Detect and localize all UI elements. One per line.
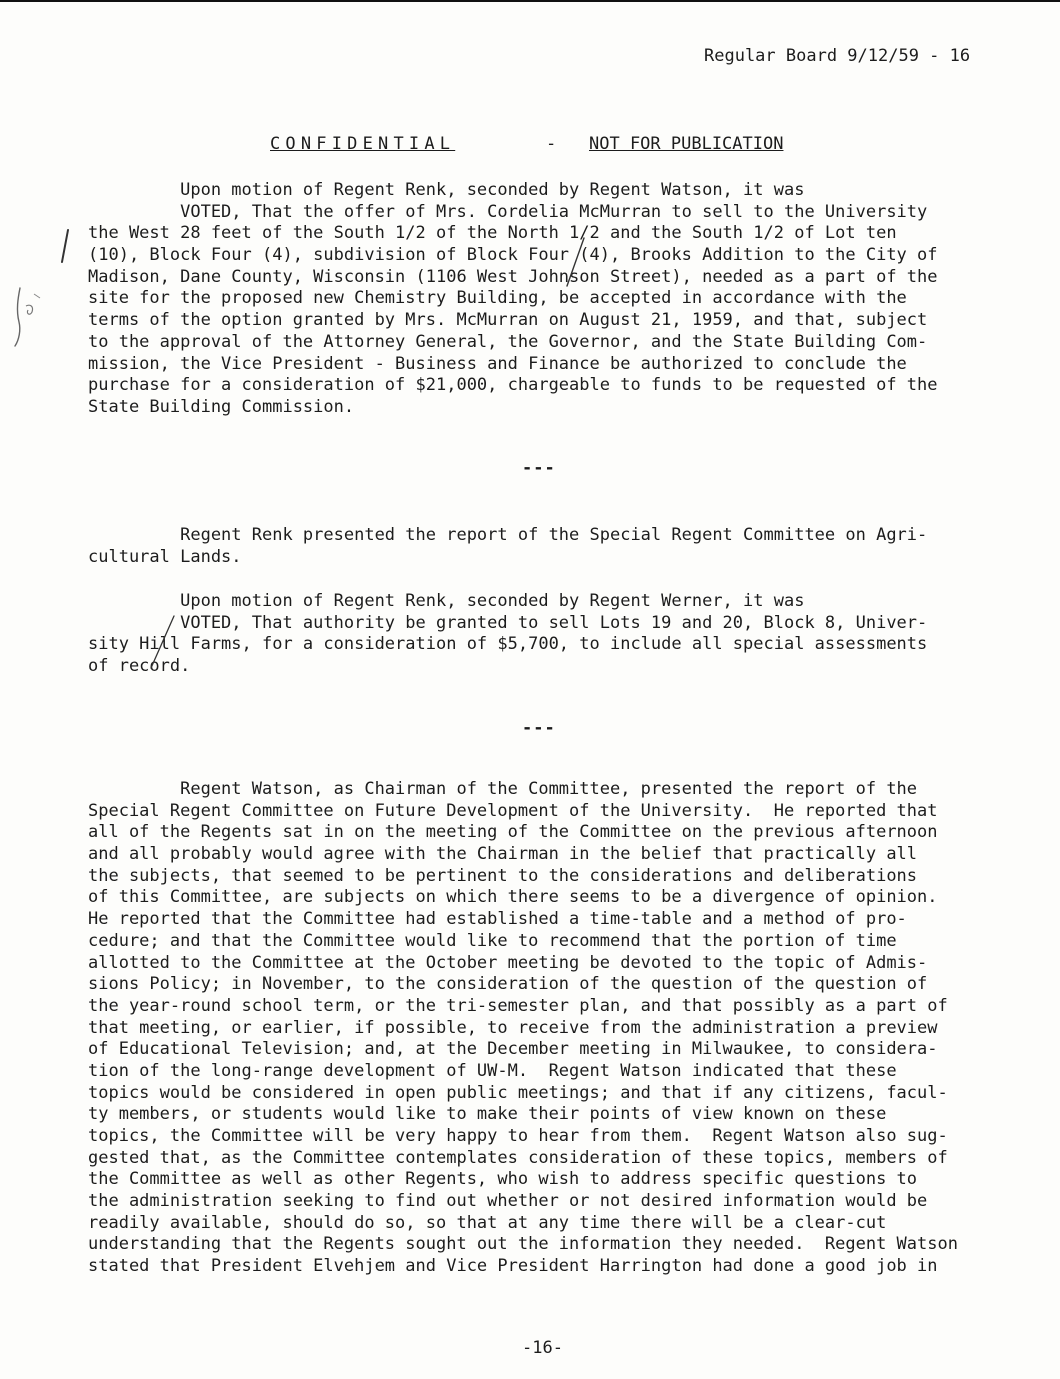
text-line: Upon motion of Regent Renk, seconded by Regent Werner, it was <box>88 591 805 611</box>
confidential-label: CONFIDENTIAL <box>270 134 456 154</box>
check-slash-mark <box>146 612 180 672</box>
section-separator: --- <box>522 718 556 738</box>
text-line: (10), Block Four (4), subdivision of Block Four (4), Brooks Addition to the City of <box>88 245 938 266</box>
text-line: sions Policy; in November, to the consideration of the question of the question of <box>88 974 928 995</box>
text-line: of this Committee, are subjects on which there seems to be a divergence of opinion. <box>88 887 938 908</box>
text-line: the West 28 feet of the South 1/2 of the North 1/2 and the South 1/2 of Lot ten <box>88 223 897 244</box>
text-line: gested that, as the Committee contemplates consideration of these topics, members of <box>88 1147 948 1168</box>
check-slash-mark <box>564 234 588 290</box>
text-line: site for the proposed new Chemistry Building, be accepted in accordance with the <box>88 288 907 309</box>
section-separator: --- <box>522 458 556 478</box>
text-line: Regent Watson, as Chairman of the Committee, presented the report of the <box>88 779 918 799</box>
paragraph-agricultural-report <box>88 525 998 568</box>
text-line: stated that President Elvehjem and Vice President Harrington had done a good job in <box>88 1256 938 1277</box>
paragraph-agricultural-vote <box>88 591 998 678</box>
text-line: Madison, Dane County, Wisconsin (1106 West Johnson Street), needed as a part of the <box>88 266 938 287</box>
text-line: readily available, should do so, so that at any time there will be a clear-cut <box>88 1212 887 1233</box>
margin-tick-mark <box>58 228 72 264</box>
text-line: mission, the Vice President - Business and Finance be authorized to conclude the <box>88 353 907 374</box>
paragraph-chemistry-purchase <box>88 180 998 419</box>
text-line: of record. <box>88 656 191 677</box>
text-line: topics, the Committee will be very happy to hear from them. Regent Watson also sug- <box>88 1126 948 1146</box>
text-line: Upon motion of Regent Renk, seconded by Regent Watson, it was <box>88 180 805 200</box>
text-line: ty members, or students would like to make their points of view known on these <box>88 1104 887 1125</box>
not-for-publication-label: NOT FOR PUBLICATION <box>589 134 784 154</box>
text-line: VOTED, That authority be granted to sell Lots 19 and 20, Block 8, Univer- <box>88 612 928 633</box>
paragraph-future-development <box>88 779 998 1278</box>
text-line: the Committee as well as other Regents, who wish to address specific questions to <box>88 1169 918 1190</box>
text-line: of Educational Television; and, at the December meeting in Milwaukee, to considera- <box>88 1039 938 1060</box>
text-line: that meeting, or earlier, if possible, to receive from the administration a preview <box>88 1017 938 1038</box>
text-line: allotted to the Committee at the October meeting be devoted to the topic of Admis- <box>88 952 928 973</box>
text-line: topics would be considered in open public meetings; and that if any citizens, facul- <box>88 1082 948 1103</box>
page-number: -16- <box>522 1338 563 1358</box>
text-line: the administration seeking to find out whether or not desired information would be <box>88 1191 928 1212</box>
text-line: and all probably would agree with the Chairman in the belief that practically all <box>88 844 918 865</box>
text-line: the subjects, that seemed to be pertinent to the considerations and deliberations <box>88 865 918 886</box>
text-line: tion of the long-range development of UW-M. Regent Watson indicated that these <box>88 1060 897 1081</box>
text-line: purchase for a consideration of $21,000, chargeable to funds to be requested of the <box>88 375 938 396</box>
margin-handwriting-mark <box>6 284 46 350</box>
page-reference: Regular Board 9/12/59 - 16 <box>704 46 971 66</box>
text-line: Regent Renk presented the report of the Special Regent Committee on Agri- <box>88 525 928 545</box>
text-line: He reported that the Committee had established a time-table and a method of pro- <box>88 909 907 930</box>
text-line: State Building Commission. <box>88 396 355 417</box>
text-line: Special Regent Committee on Future Development of the University. He reported that <box>88 800 938 821</box>
text-line: terms of the option granted by Mrs. McMurran on August 21, 1959, and that, subject <box>88 310 928 331</box>
text-line: to the approval of the Attorney General, the Governor, and the State Building Com- <box>88 331 928 352</box>
text-line: cedure; and that the Committee would like to recommend that the portion of time <box>88 930 897 951</box>
text-line: VOTED, That the offer of Mrs. Cordelia McMurran to sell to the University <box>88 201 928 222</box>
text-line: the year-round school term, or the tri-semester plan, and that possibly as a part of <box>88 995 948 1016</box>
text-line: cultural Lands. <box>88 546 242 567</box>
text-line: all of the Regents sat in on the meeting of the Committee on the previous afternoon <box>88 822 938 843</box>
confidential-dash: - <box>546 134 557 154</box>
text-line: sity Hill Farms, for a consideration of $5,700, to include all special assessments <box>88 634 928 655</box>
text-line: understanding that the Regents sought out the information they needed. Regent Watson <box>88 1234 958 1255</box>
